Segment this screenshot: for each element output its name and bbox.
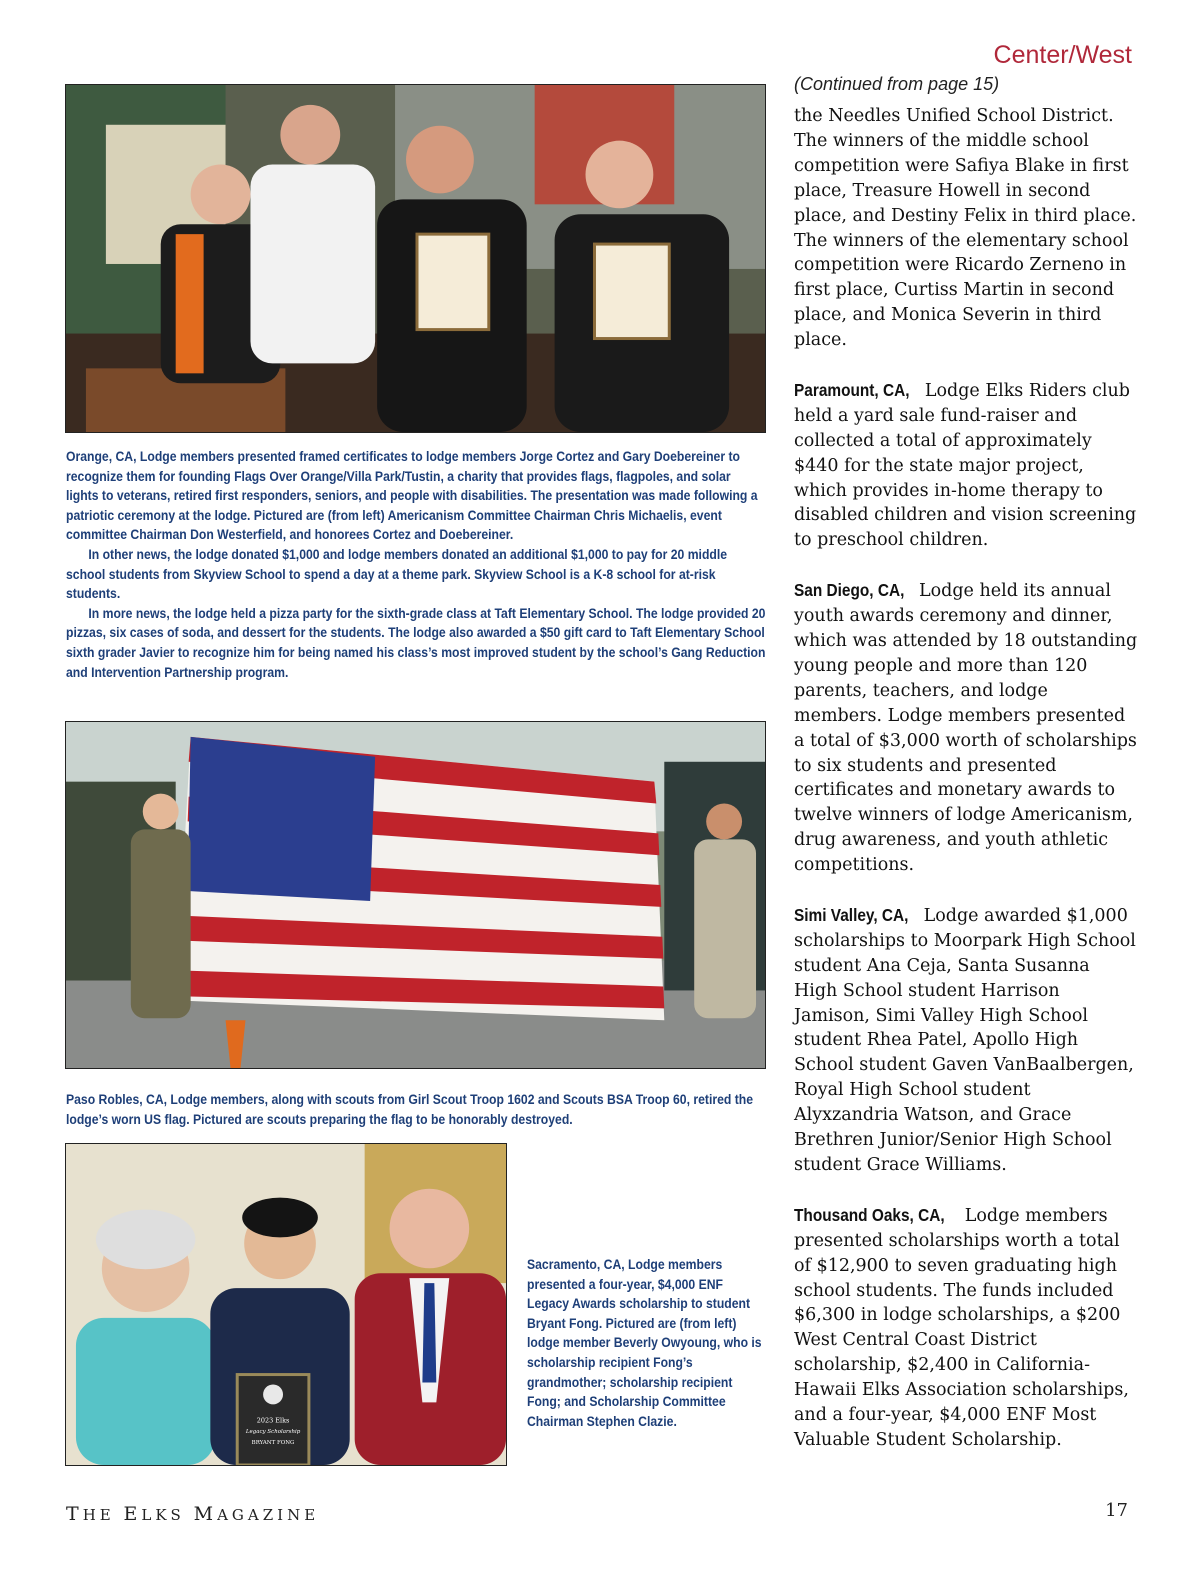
plaque-year: 2023 Elks	[256, 1416, 290, 1425]
scholarship-illustration	[66, 1144, 506, 1465]
section-label: Center/West	[993, 41, 1132, 69]
article-paragraph	[794, 378, 1138, 553]
lodge-place: Thousand Oaks, CA,	[794, 1204, 945, 1225]
caption-paso-robles	[66, 1091, 766, 1130]
lodge-place: Simi Valley, CA,	[794, 904, 909, 925]
lodge-place: San Diego, CA,	[794, 580, 905, 601]
photo-scholarship	[65, 1143, 507, 1466]
caption-paragraph: In more news, the lodge held a pizza party for the sixth-grade class at Taft Elementary School. The lodge provided 20 pizzas, six cases of soda, and dessert for the students. The lodge also awarded a $50 gift card to Taft Elementary School sixth grader Javier to recognize him for being named his class’s most improved student by the school’s Gang Reduction and Intervention Partnership program.	[66, 605, 766, 681]
caption-paragraph: In other news, the lodge donated $1,000 and lodge members donated an additional $1,000 to pay for 20 middle school students from Skyview School to spend a day at a theme park. Skyview School is a K-8 school for at-risk students.	[66, 546, 728, 603]
caption-text: Lodge members, along with scouts from Girl Scout Troop 1602 and Scouts BSA Troop 60, retired the lodge’s worn US flag. Pictured are scouts preparing the flag to be honorably destroyed.	[66, 1092, 754, 1128]
plaque-title: Legacy Scholarship	[245, 1429, 301, 1436]
caption-place: Paso Robles, CA,	[66, 1092, 168, 1108]
magazine-name: THE ELKS MAGAZINE	[66, 1503, 320, 1525]
photo-flag-retirement	[65, 721, 766, 1069]
page-number: 17	[1105, 1500, 1128, 1521]
continued-note: (Continued from page 15)	[794, 74, 1000, 94]
caption-orange	[66, 448, 766, 683]
caption-paragraph	[66, 448, 766, 546]
photo-illustration	[66, 85, 765, 432]
caption-sacramento	[527, 1256, 764, 1432]
caption-paragraph	[527, 1256, 764, 1432]
article-paragraph	[794, 1203, 1138, 1453]
article-text: Lodge Elks Riders club held a yard sale fund-raiser and collected a total of approximately $440 for the state major project, which provides in-home therapy to disabled children and vision screening to preschool children.	[794, 380, 1137, 551]
article-paragraph	[794, 578, 1138, 878]
caption-paragraph	[66, 1091, 766, 1130]
article-paragraph	[794, 903, 1138, 1178]
article-text: Lodge awarded $1,000 scholarships to Moorpark High School student Ana Ceja, Santa Susanna High School student Harrison Jamison, Simi Valley High School student Rhea Patel, Apollo High School student Gaven VanBaalbergen, Royal High School student Alyxzandria Watson, and Grace Brethren Junior/Senior High School student Grace Williams.	[794, 905, 1136, 1176]
caption-place: Sacramento, CA,	[527, 1257, 625, 1273]
article-text: Lodge members presented scholarships worth a total of $12,900 to seven graduating high school students. The funds included $6,300 in lodge scholarships, a $200 West Central Coast District scholarship, $2,400 in California-Hawaii Elks Association scholarships, and a four-year, $4,000 ENF Most Valuable Student Scholarship.	[794, 1205, 1129, 1450]
article-text: Lodge held its annual youth awards ceremony and dinner, which was attended by 18 outstanding young people and more than 120 parents, teachers, and lodge members. Lodge members presented a total of $3,000 worth of scholarships to six students and presented certificates and monetary awards to twelve winners of lodge Americanism, drug awareness, and youth athletic competitions.	[794, 581, 1138, 876]
caption-text: Lodge members presented framed certificates to lodge members Jorge Cortez and Gary Doebereiner to recognize them for founding Flags Over Orange/Villa Park/Tustin, a charity that provides flags, flagpoles, and solar lights to veterans, retired first responders, seniors, and people with disabilities. The presentation was made following a patriotic ceremony at the lodge. Pictured are (from left) Americanism Committee Chairman Chris Michaelis, event committee Chairman Don Westerfield, and honorees Cortez and Doebereiner.	[66, 449, 758, 544]
flag-illustration	[66, 722, 765, 1068]
article-paragraph: the Needles Unified School District. The winners of the middle school competition were Safiya Blake in first place, Treasure Howell in second place, and Destiny Felix in third place. The winners of the elementary school competition were Ricardo Zerneno in first place, Curtiss Martin in second place, and Monica Severin in third place.	[794, 106, 1137, 351]
plaque-name: BRYANT FONG	[251, 1440, 295, 1447]
lodge-place: Paramount, CA,	[794, 379, 910, 400]
us-flag	[176, 737, 665, 1020]
caption-place: Orange, CA,	[66, 449, 137, 465]
right-column	[794, 72, 1138, 1478]
photo-certificate-presentation	[65, 84, 766, 433]
caption-text: Lodge members presented a four-year, $4,000 ENF Legacy Awards scholarship to student Bryant Fong. Pictured are (from left) lodge member Beverly Owyoung, who is scholarship recipient Fong’s grandmother; scholarship recipient Fong; and Scholarship Committee Chairman Stephen Clazie.	[527, 1257, 762, 1430]
